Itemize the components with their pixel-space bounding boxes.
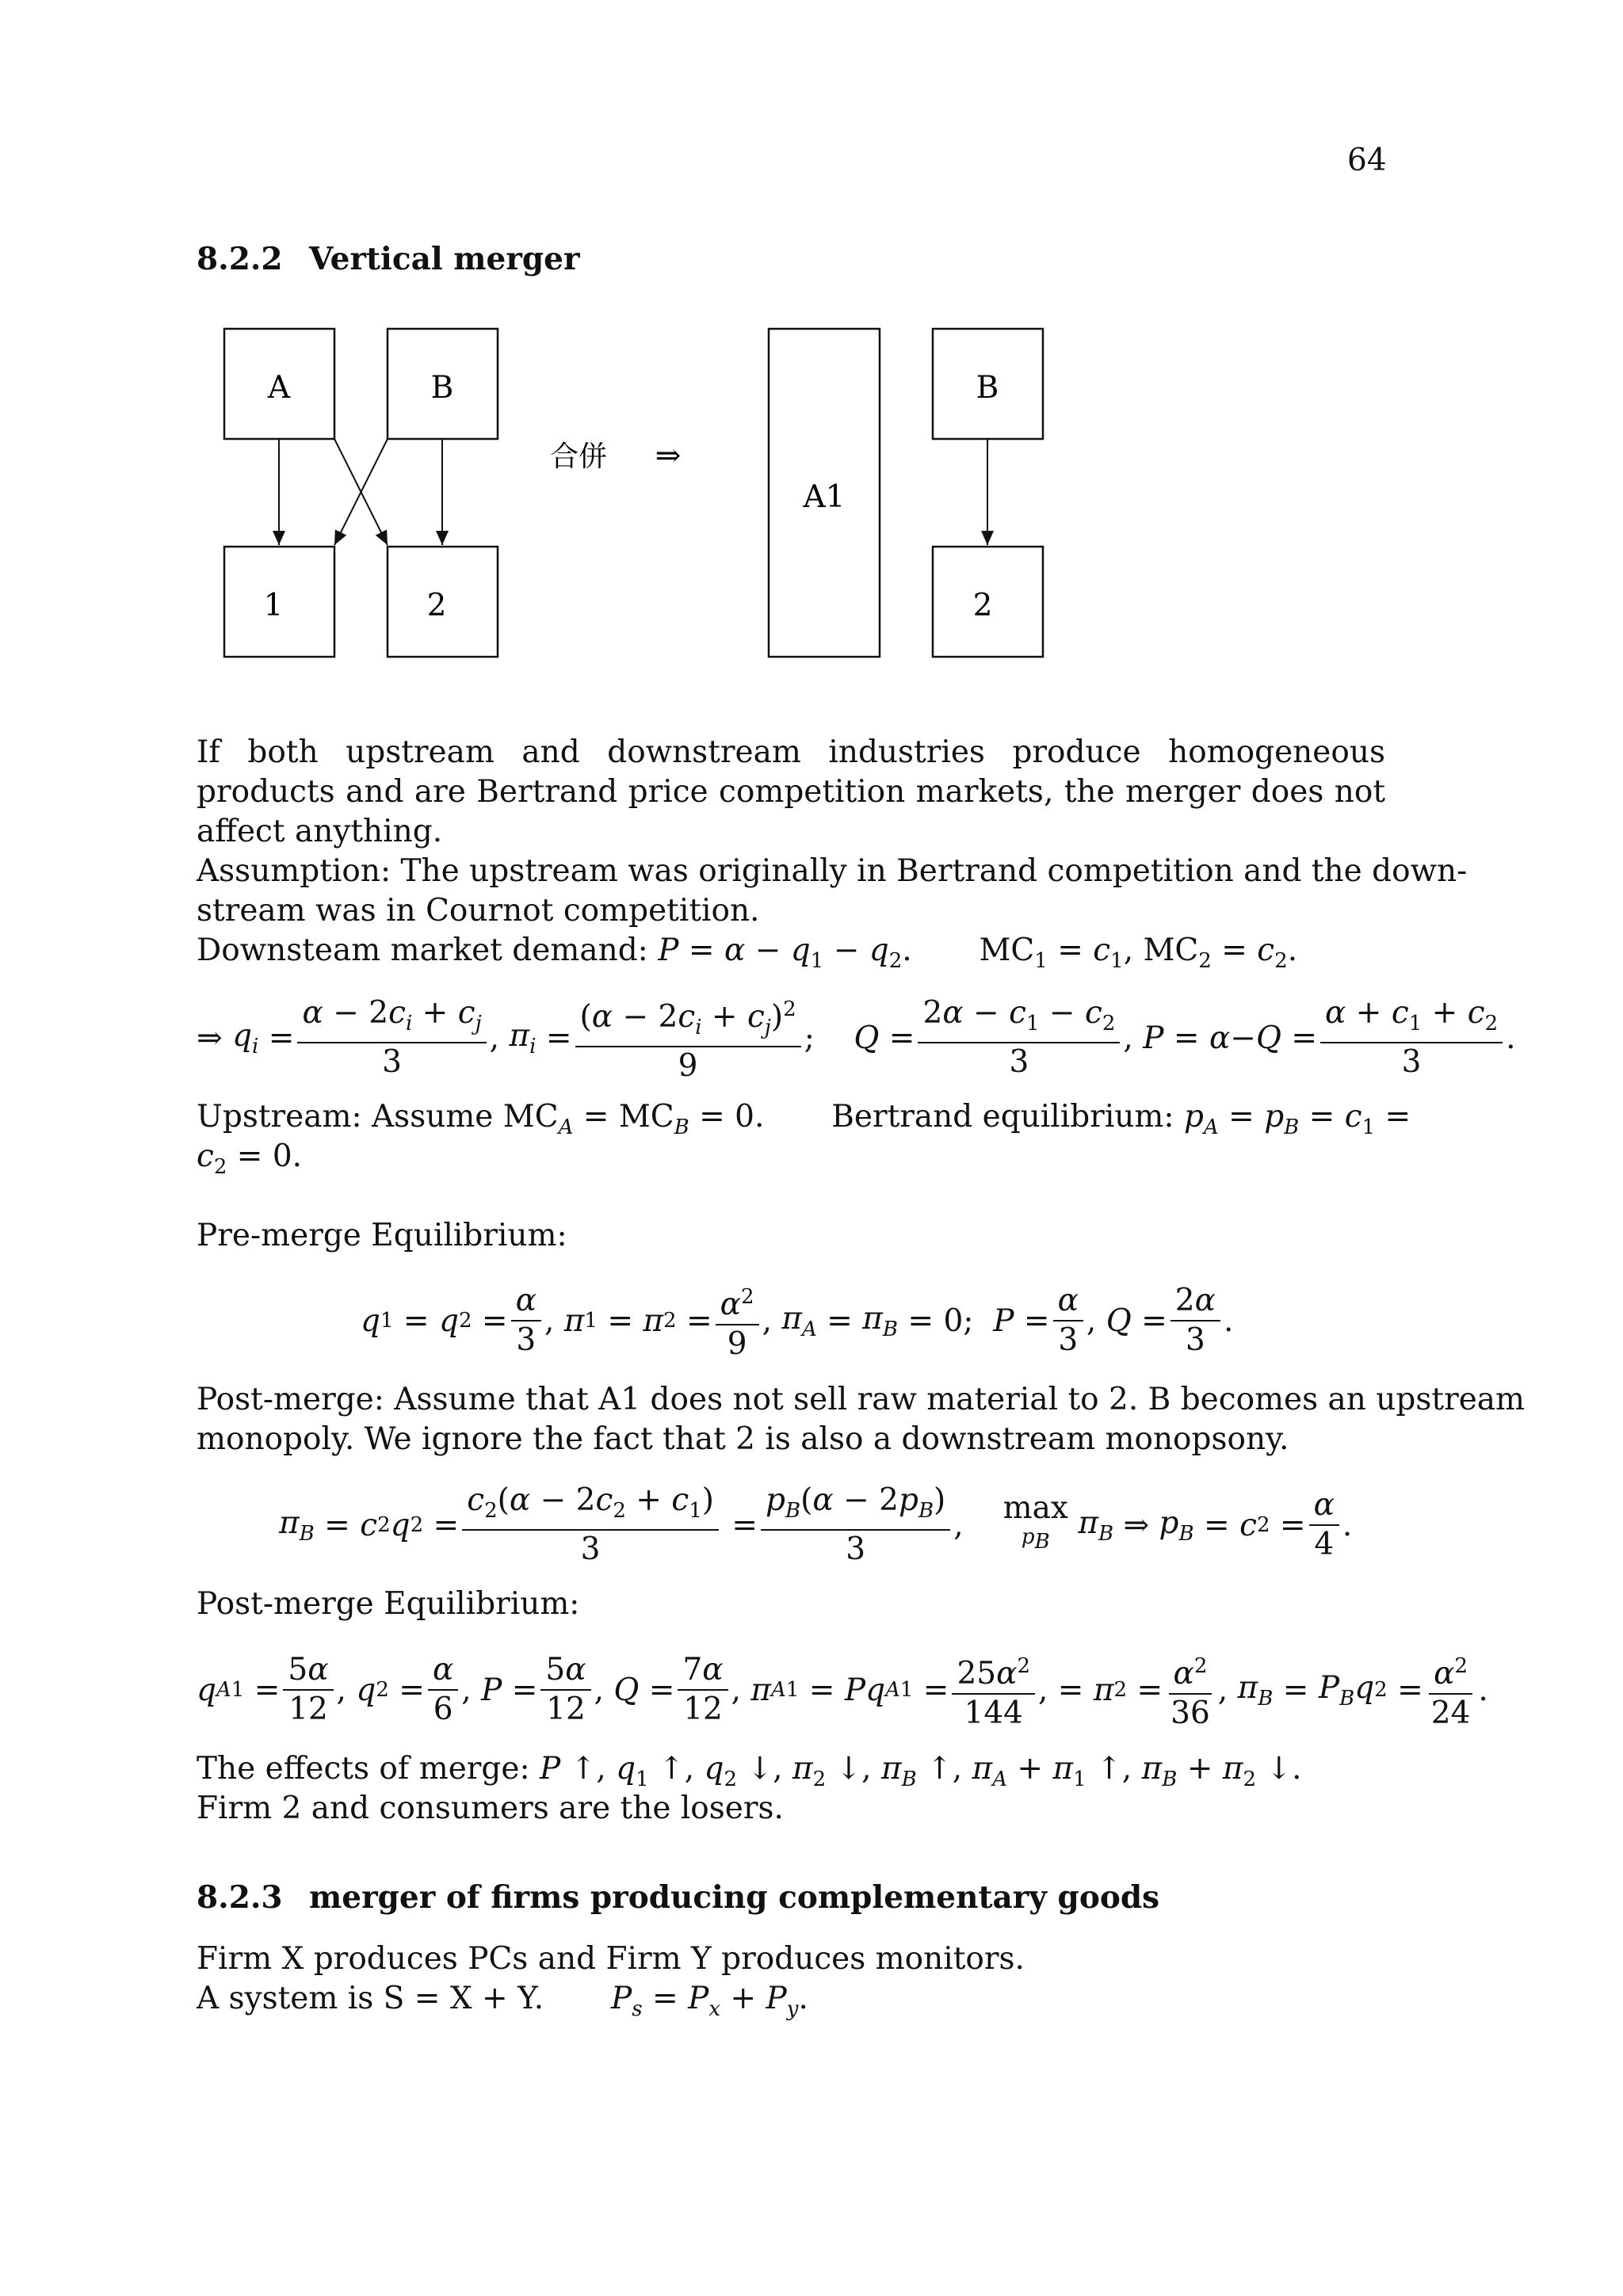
postmerge-eq-label: Post-merge Equilibrium: [197, 1586, 580, 1622]
label-2-right: 2 [972, 588, 993, 624]
assumption-line-2: stream was in Cournot competition. [197, 893, 760, 929]
page-number: 64 [1347, 143, 1387, 178]
premerge-equation: q 1 = q 2 = $\frac{\alpha}{3}$ , π 1 = π 2 = $\frac{\alpha^2}{9}$ , $\pi_A$ = $\pi_B$ = 0; P = $\frac{\alpha}{3}$ , Q = $\frac{2\alpha}{3}$ . [361, 1277, 1233, 1364]
label-2: 2 [426, 588, 447, 624]
premerge-label: Pre-merge Equilibrium: [197, 1218, 567, 1253]
firms-line: Firm X produces PCs and Firm Y produces monitors. [197, 1941, 1025, 1977]
upstream-line: Upstream: Assume $MC_A = MC_B = 0$. Bertrand equilibrium: $p_A = p_B = c_1$ = [197, 1099, 1411, 1139]
vertical-merger-diagram [0, 0, 1623, 713]
implies-arrow: ⇒ [655, 438, 682, 474]
assumption-line-1: Assumption: The upstream was originally in Bertrand competition and the down- [197, 853, 1468, 889]
demand-line: Downsteam market demand: $P = \alpha - q_1 - q_2$. $MC_1 = c_1$, $MC_2 = c_2$. [197, 933, 1298, 973]
demand-label: Downsteam market demand: [197, 933, 648, 968]
postmerge-line-2: monopoly. We ignore the fact that 2 is also a downstream monopsony. [197, 1421, 1289, 1457]
monopoly-equation: $\pi_B$ = c 2 q 2 = $\frac{c_2(\alpha - 2c_2 + c_1)}{3}$ = $\frac{p_B(\alpha - 2p_B)}{3}$ , max $p_B$ $\pi_B$ ⇒ $p_B$ = c 2 = $\frac{\alpha}{4}$ . [279, 1482, 1353, 1568]
postmerge-equilibrium: q A 1 = $\frac{5\alpha}{12}$ , q 2 = $\frac{\alpha}{6}$ , P = $\frac{5\alpha}{12}$ , Q = $\frac{7\alpha}{12}$ , π A 1 = Pq A 1 = $\frac{25\alpha^2}{144}$ , = π 2 = $\frac{\alpha^2}{36}$ , $\pi_B$ = $P_Bq$ 2 = $\frac{\alpha^2}{24}$ . [197, 1646, 1488, 1733]
upstream-line-2: $c_2 = 0$. [197, 1138, 303, 1179]
upstream-label: Upstream: Assume MC [197, 1099, 559, 1135]
label-b-right: B [976, 370, 999, 406]
losers-line: Firm 2 and consumers are the losers. [197, 1791, 784, 1826]
label-a1: A1 [803, 479, 846, 515]
system-line: A system is S = X + Y. $P_s = P_x + P_y$. [197, 1981, 808, 2021]
effects-label: The effects of merge: [197, 1751, 530, 1787]
label-1: 1 [263, 588, 284, 624]
system-label: A system is S = X + Y. [197, 1981, 544, 2016]
section-title: Vertical merger [309, 241, 580, 277]
section-heading-823 [197, 1879, 1159, 1916]
bertrand-label: Bertrand equilibrium: [831, 1099, 1174, 1135]
label-b: B [430, 370, 454, 406]
effects-line: The effects of merge: P ↑, $q_1$ ↑, $q_2$ ↓, $\pi_2$ ↓, $\pi_B$ ↑, $\pi_A + \pi_1$ ↑, $\pi_B + \pi_2$ ↓. [197, 1751, 1302, 1791]
cournot-equation: ⇒ $q_i$ = $\frac{\alpha - 2c_i + c_j}{3}$ , $\pi_i$ = $\frac{(\alpha - 2c_i + c_j)^2}{9}$ ; Q = $\frac{2\alpha - c_1 - c_2}{3}$ , P = α − Q = $\frac{\alpha + c_1 + c_2}{3}$ . [197, 994, 1516, 1081]
section-title-823: merger of firms producing complementary goods [309, 1879, 1160, 1916]
label-a: A [267, 370, 291, 406]
paragraph-homogeneous: If both upstream and downstream industries produce homogeneous products and are Bertrand price competition markets, the merger does not affect anything. [197, 734, 1385, 849]
section-number: 8.2.2 [197, 241, 283, 277]
section-number-823: 8.2.3 [197, 1879, 283, 1916]
postmerge-line-1: Post-merge: Assume that A1 does not sell raw material to 2. B becomes an upstream [197, 1382, 1526, 1417]
merge-label: 合併 [549, 441, 608, 473]
